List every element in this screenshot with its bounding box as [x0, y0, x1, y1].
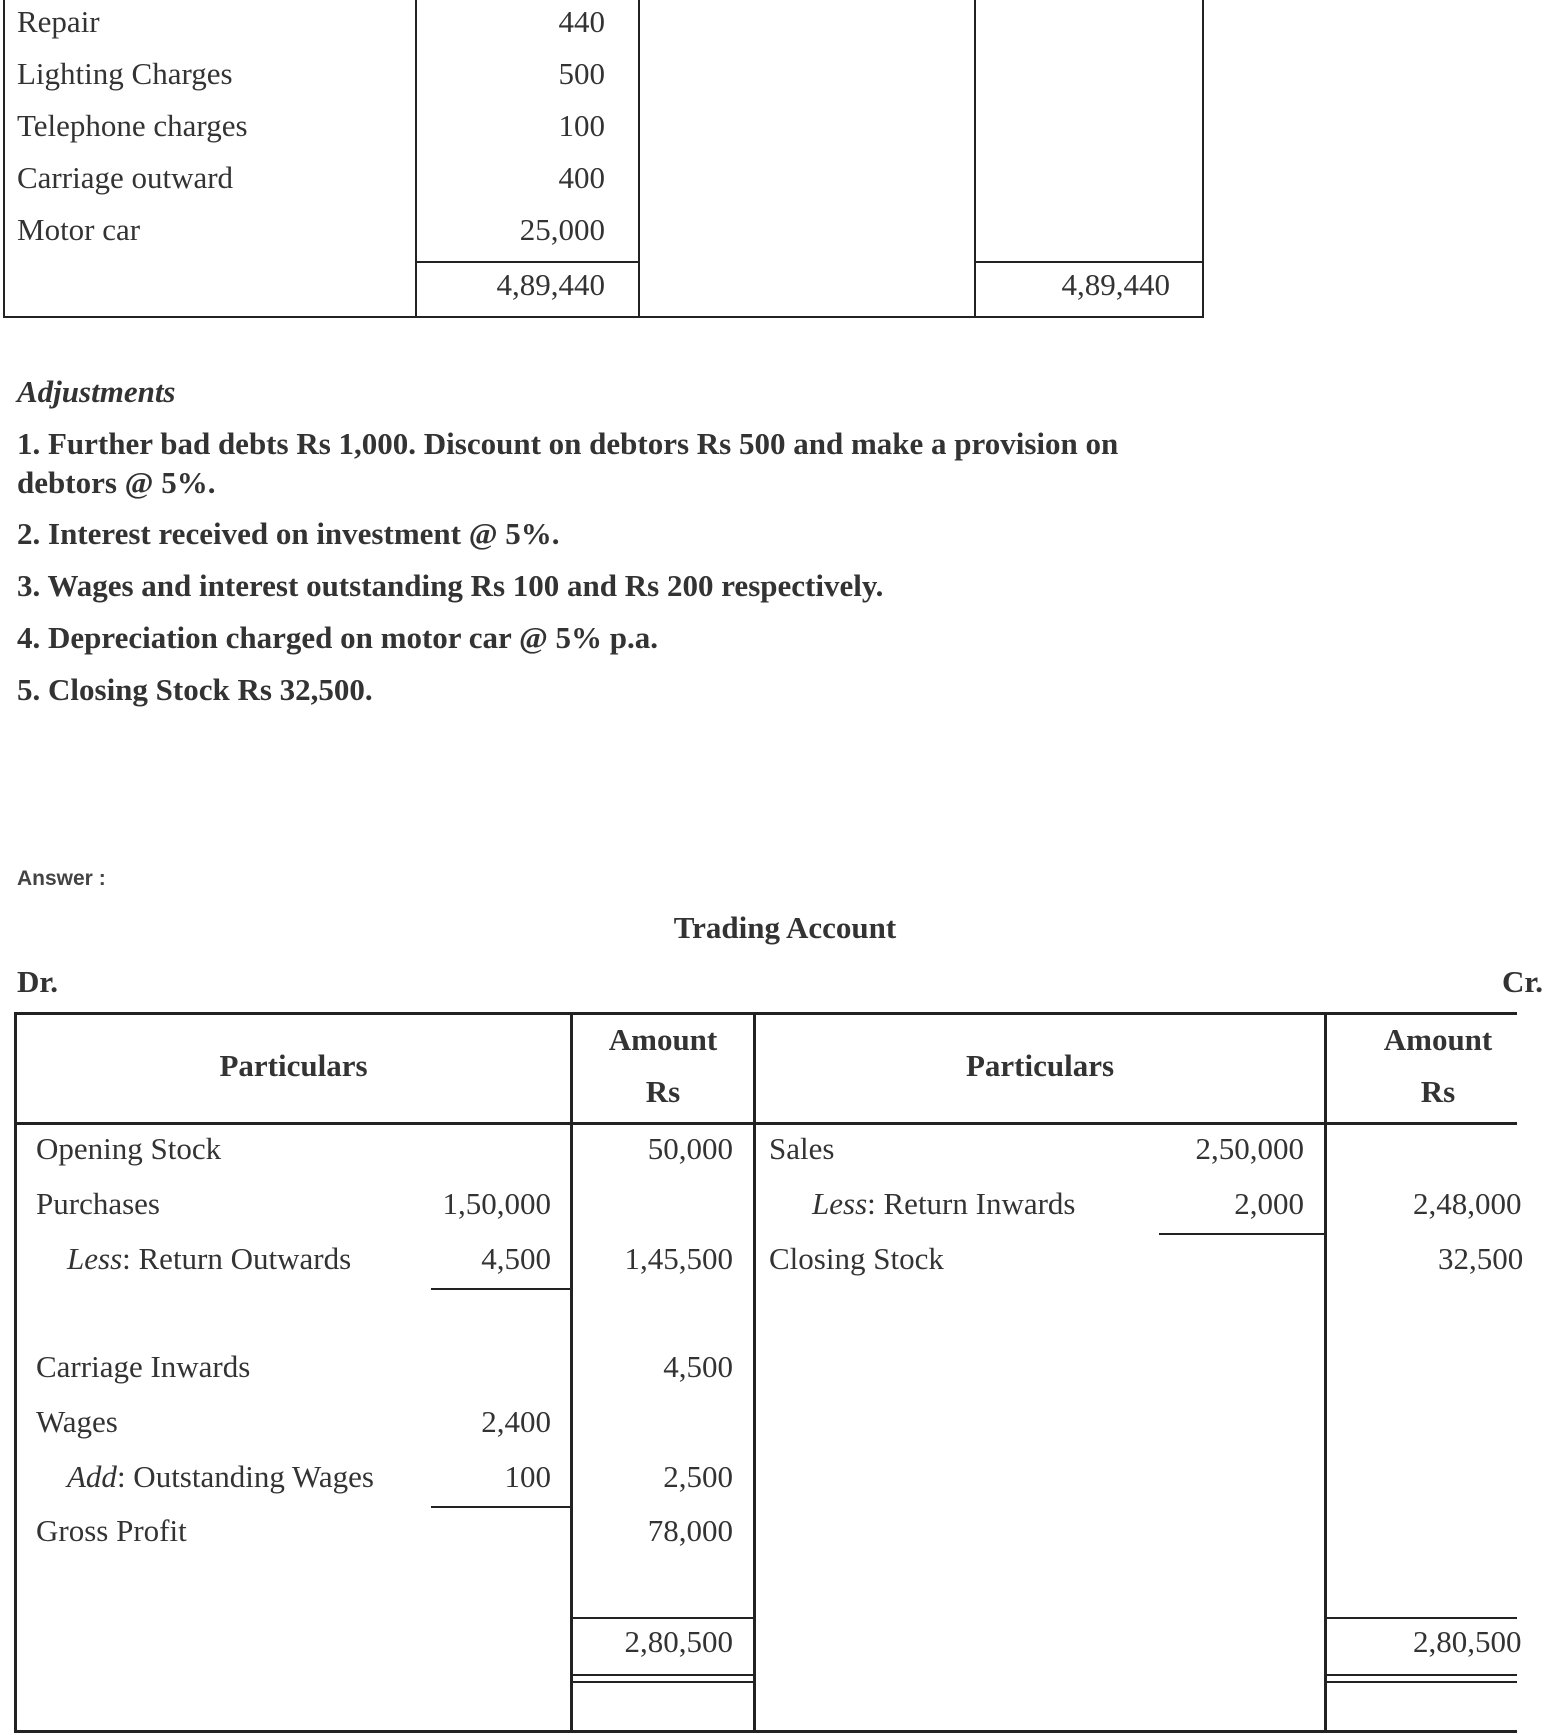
header-particulars-right: Particulars [965, 1048, 1115, 1083]
closing-stock-label: Closing Stock [769, 1241, 944, 1276]
wages-label: Wages [36, 1404, 118, 1439]
top-row-amount: 100 [558, 108, 605, 143]
return-inwards-sub-amount: 2,000 [1234, 1186, 1304, 1221]
wages-sub-amount: 2,400 [481, 1404, 551, 1439]
top-row-label: Repair [17, 4, 100, 39]
return-outwards-label [67, 1243, 351, 1274]
gross-profit-label: Gross Profit [36, 1513, 187, 1548]
less-prefix: Less [812, 1186, 868, 1221]
adjustment-item: 1. Further bad debts Rs 1,000. Discount on debtors Rs 500 and make a provision on debtors @ 5%. [17, 426, 1119, 500]
opening-stock-label: Opening Stock [36, 1131, 222, 1166]
header-amount-right: Amount [1383, 1022, 1493, 1057]
trading-account-title: Trading Account [673, 910, 897, 945]
top-row-label: Telephone charges [17, 108, 248, 143]
purchases-sub-amount: 1,50,000 [442, 1186, 551, 1221]
header-particulars-left: Particulars [219, 1048, 368, 1083]
purchases-label: Purchases [36, 1186, 160, 1221]
top-row-label: Lighting Charges [17, 56, 233, 91]
sales-label: Sales [769, 1131, 835, 1166]
add-prefix: Add [67, 1459, 117, 1494]
net-sales-amount: 2,48,000 [1413, 1186, 1522, 1221]
total-wages-amount: 2,500 [663, 1459, 733, 1494]
carriage-inwards-amount: 4,500 [663, 1349, 733, 1384]
top-row-amount: 400 [558, 160, 605, 195]
top-row-label: Carriage outward [17, 160, 234, 195]
top-row-amount: 500 [558, 56, 605, 91]
net-purchases-amount: 1,45,500 [624, 1241, 733, 1276]
return-outwards-sub-amount: 4,500 [481, 1241, 551, 1276]
top-total-credit: 4,89,440 [1061, 267, 1170, 302]
outstanding-wages-sub-amount: 100 [504, 1459, 551, 1494]
adjustment-item: 3. Wages and interest outstanding Rs 100 and Rs 200 respectively. [17, 568, 884, 603]
credit-total: 2,80,500 [1413, 1624, 1522, 1659]
header-currency-left: Rs [645, 1074, 681, 1109]
return-outwards-text: : Return Outwards [122, 1241, 352, 1276]
dr-label: Dr. [17, 964, 59, 999]
gross-profit-amount: 78,000 [647, 1513, 733, 1548]
return-inwards-label [812, 1188, 1075, 1219]
answer-label: Answer : [17, 867, 106, 890]
less-prefix: Less [67, 1241, 123, 1276]
header-currency-right: Rs [1420, 1074, 1456, 1109]
opening-stock-amount: 50,000 [647, 1131, 733, 1166]
carriage-inwards-label: Carriage Inwards [36, 1349, 251, 1384]
closing-stock-amount: 32,500 [1438, 1241, 1524, 1276]
sales-sub-amount: 2,50,000 [1195, 1131, 1304, 1166]
adjustment-item: 2. Interest received on investment @ 5%. [17, 516, 560, 551]
cr-label: Cr. [1502, 964, 1544, 999]
debit-total: 2,80,500 [624, 1624, 733, 1659]
top-total-debit: 4,89,440 [496, 267, 605, 302]
adjustment-item: 5. Closing Stock Rs 32,500. [17, 672, 373, 707]
adjustment-item: 4. Depreciation charged on motor car @ 5% p.a. [17, 620, 659, 655]
top-row-amount: 25,000 [519, 212, 605, 247]
outstanding-wages-text: : Outstanding Wages [116, 1459, 374, 1494]
header-amount-left: Amount [608, 1022, 718, 1057]
return-inwards-text: : Return Inwards [867, 1186, 1076, 1221]
top-row-label: Motor car [17, 212, 141, 247]
top-row-amount: 440 [558, 4, 605, 39]
adjustments-title: Adjustments [17, 374, 176, 409]
outstanding-wages-label [67, 1461, 374, 1492]
